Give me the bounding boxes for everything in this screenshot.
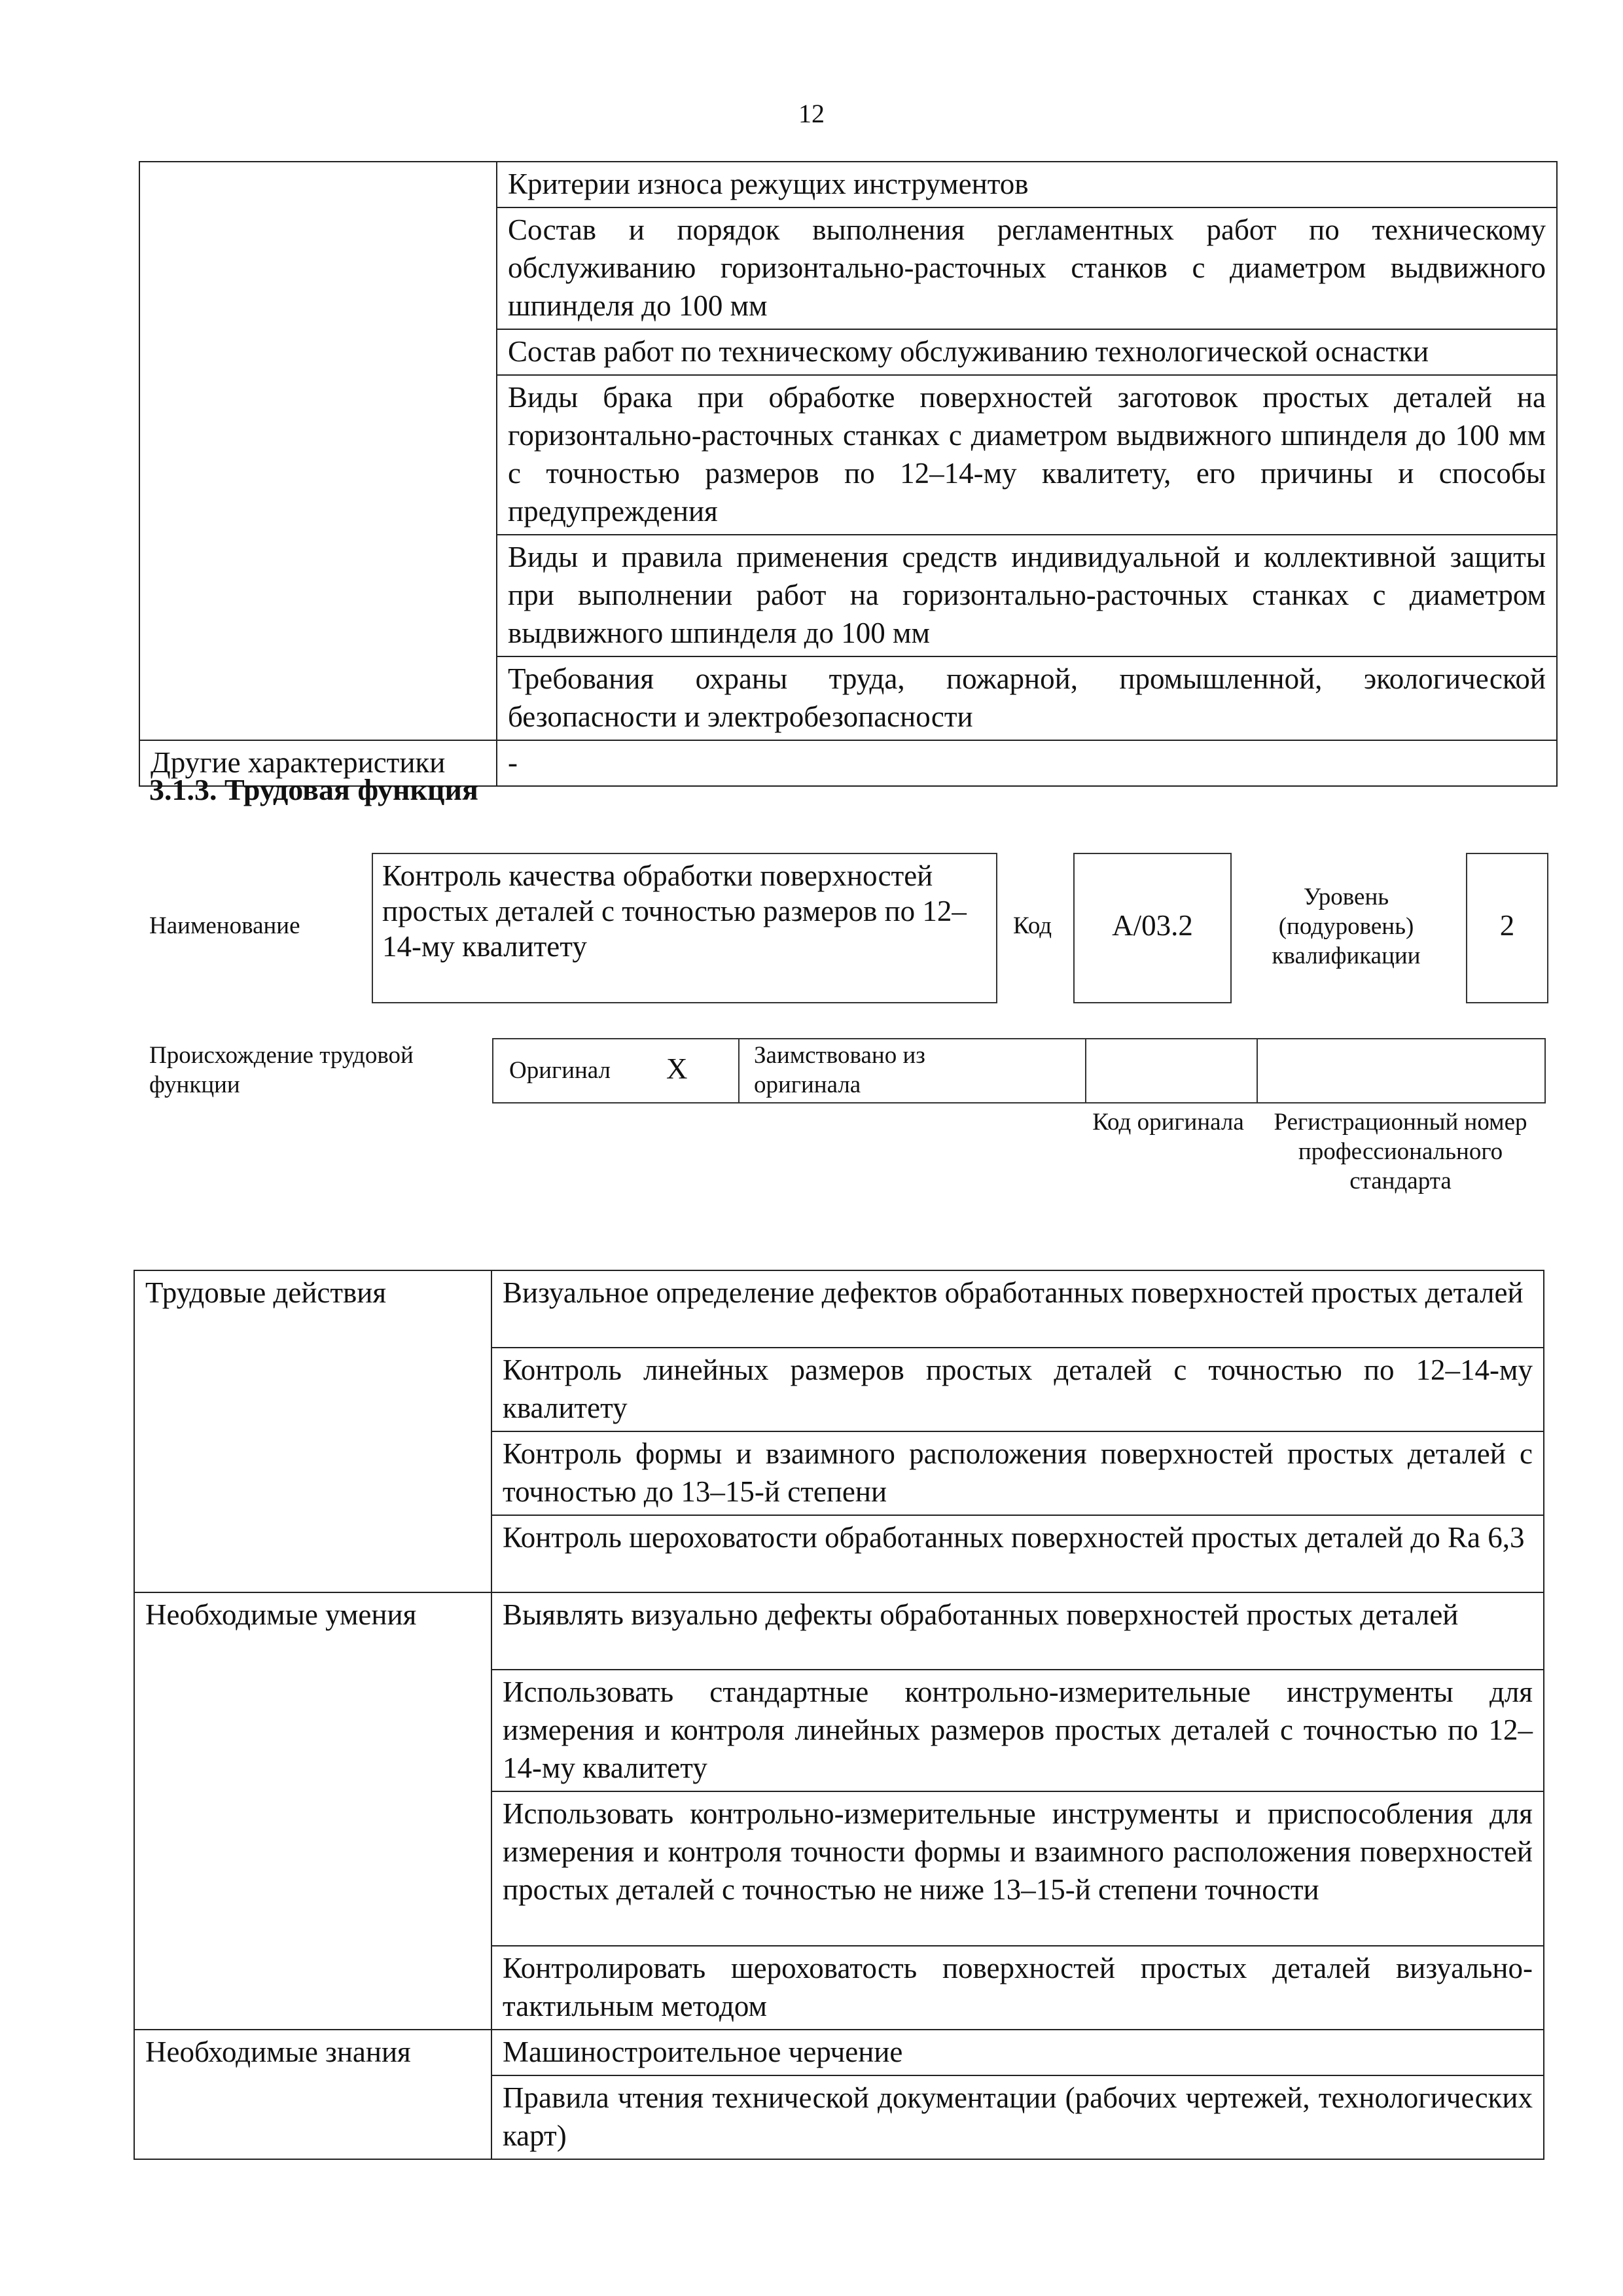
table-row — [134, 1592, 1544, 1670]
function-details-table — [134, 1270, 1544, 2160]
borrowed-label: Заимствовано из оригинала — [754, 1042, 925, 1098]
code-label: Код — [1013, 912, 1052, 939]
row-label-empty — [139, 162, 497, 740]
knowledge-item: Виды и правила применения средств индивидуальной и коллективной защиты при выполнении работ на горизонтально-расточных станках с диаметром выдвижного шпинделя до 100 мм — [497, 535, 1557, 656]
section-heading: 3.1.3. Трудовая функция — [149, 773, 478, 806]
knowledge-item: Состав работ по техническому обслуживанию технологической оснастки — [497, 329, 1557, 375]
list-item: Выявлять визуально дефекты обработанных поверхностей простых деталей — [491, 1592, 1544, 1670]
list-item: Визуальное определение дефектов обработанных поверхностей простых деталей — [491, 1270, 1544, 1348]
list-item: Контроль формы и взаимного расположения поверхностей простых деталей с точностью до 13–15-й степени — [491, 1431, 1544, 1515]
level-value: 2 — [1499, 909, 1515, 942]
level-box — [1466, 853, 1548, 1003]
code-box — [1073, 853, 1232, 1003]
list-item: Использовать контрольно-измерительные инструменты и приспособления для измерения и контроля точности формы и взаимного расположения поверхностей простых деталей с точностью не ниже 13–15-й степени точности — [491, 1791, 1544, 1946]
origin-row — [492, 1038, 1546, 1103]
list-item: Контроль линейных размеров простых деталей с точностью по 12–14-му квалитету — [491, 1348, 1544, 1431]
knowledge-item: Критерии износа режущих инструментов — [497, 162, 1557, 207]
origin-divider — [1085, 1039, 1086, 1102]
knowledge-table-continued — [139, 161, 1558, 787]
other-characteristics-label: Другие характеристики — [139, 740, 497, 786]
group-label-actions: Трудовые действия — [134, 1270, 491, 1592]
original-label: Оригинал — [509, 1057, 611, 1084]
table-row — [139, 162, 1557, 207]
function-name-box — [372, 853, 997, 1003]
original-mark: X — [666, 1052, 688, 1085]
group-label-knowledge: Необходимые знания — [134, 2030, 491, 2159]
table-row — [134, 1270, 1544, 1348]
list-item: Контролировать шероховатость поверхностей простых деталей визуально-тактильным методом — [491, 1946, 1544, 2030]
function-name-value: Контроль качества обработки поверхностей простых деталей с точностью размеров по 12–14-му квалитету — [382, 859, 967, 963]
origin-divider — [738, 1039, 740, 1102]
group-label-skills: Необходимые умения — [134, 1592, 491, 2030]
knowledge-item: Требования охраны труда, пожарной, промышленной, экологической безопасности и электробезопасности — [497, 656, 1557, 740]
origin-divider — [1257, 1039, 1258, 1102]
list-item: Машиностроительное черчение — [491, 2030, 1544, 2075]
table-row — [134, 2030, 1544, 2075]
list-item: Использовать стандартные контрольно-измерительные инструменты для измерения и контроля линейных размеров простых деталей с точностью по 12–14-му квалитету — [491, 1670, 1544, 1791]
knowledge-item: Состав и порядок выполнения регламентных работ по техническому обслуживанию горизонтально-расточных станков с диаметром выдвижного шпинделя до 100 мм — [497, 207, 1557, 329]
level-label: Уровень (подуровень) квалификации — [1272, 884, 1421, 969]
registration-number-caption: Регистрационный номер профессионального стандарта — [1274, 1109, 1527, 1194]
original-code-caption: Код оригинала — [1092, 1109, 1244, 1136]
other-characteristics-value: - — [497, 740, 1557, 786]
code-value: A/03.2 — [1112, 909, 1193, 942]
page-number: 12 — [798, 99, 825, 128]
origin-label: Происхождение трудовой функции — [149, 1042, 414, 1098]
list-item: Контроль шероховатости обработанных поверхностей простых деталей до Ra 6,3 — [491, 1515, 1544, 1592]
knowledge-item: Виды брака при обработке поверхностей заготовок простых деталей на горизонтально-расточных станках с диаметром выдвижного шпинделя до 100 мм с точностью размеров по 12–14-му квалитету, его причины и способы предупреждения — [497, 375, 1557, 535]
list-item: Правила чтения технической документации (рабочих чертежей, технологических карт) — [491, 2075, 1544, 2159]
name-label: Наименование — [149, 912, 300, 939]
